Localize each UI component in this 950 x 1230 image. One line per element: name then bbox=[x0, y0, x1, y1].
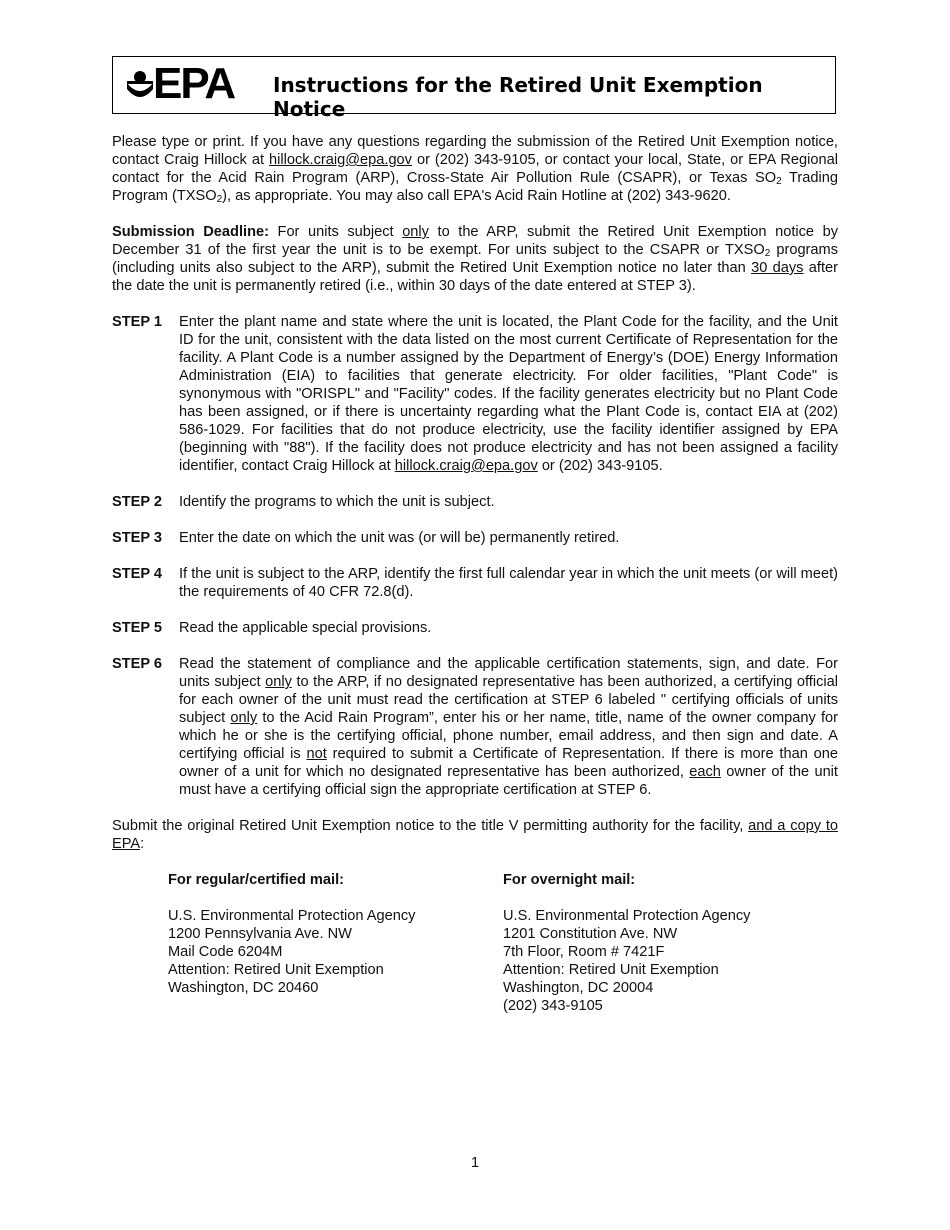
submit-paragraph: Submit the original Retired Unit Exemption notice to the title V permitting authority for the facility, and a copy to EPA: bbox=[112, 818, 838, 852]
address-line: Washington, DC 20460 bbox=[168, 980, 319, 996]
step-text: If the unit is subject to the ARP, identify the first full calendar year in which the unit meets (or will meet) the requirements of 40 CFR 72.8(d). bbox=[179, 566, 838, 600]
address-line: (202) 343-9105 bbox=[503, 998, 603, 1014]
step-1 bbox=[112, 313, 838, 475]
contact-email-link[interactable]: hillock.craig@epa.gov bbox=[268, 152, 412, 168]
step-text: Enter the date on which the unit was (or will be) permanently retired. bbox=[179, 530, 620, 546]
deadline-paragraph: Submission Deadline: For units subject only to the ARP, submit the Retired Unit Exemption notice by December 31 of the first year the unit is to be exempt. For units subject to the CSAPR or $TXSO_2$ programs (including units also subject to the ARP), submit the Retired Unit Exemption notice no later than 30 days after the date the unit is permanently retired (i.e., within 30 days of the date entered at STEP 3). bbox=[112, 224, 839, 294]
step-5 bbox=[112, 619, 838, 637]
step-label: STEP 5 bbox=[112, 620, 163, 636]
intro-paragraph: Please type or print. If you have any questions regarding the submission of the Retired Unit Exemption notice, contact Craig Hillock at hillock.craig@epa.gov or (202) 343-9105, or contact your local, State, or EPA Regional contact for the Acid Rain Program (ARP), Cross-State Air Pollution Rule (CSAPR), or Texas $SO_2$ Trading Program $(TXSO_2)$, as appropriate. You may also call EPA's Acid Rain Hotline at (202) 343-9620. bbox=[112, 134, 838, 205]
address-line: Attention: Retired Unit Exemption bbox=[168, 962, 384, 978]
page-number: 1 bbox=[470, 1155, 480, 1171]
address-line: Attention: Retired Unit Exemption bbox=[503, 962, 719, 978]
step-6 bbox=[112, 655, 838, 799]
regular-mail-address bbox=[168, 871, 503, 1015]
regular-mail-heading: For regular/certified mail: bbox=[168, 872, 344, 888]
address-line: Mail Code 6204M bbox=[168, 944, 283, 960]
page-title: Instructions for the Retired Unit Exemption Notice bbox=[273, 73, 763, 121]
address-line: Washington, DC 20004 bbox=[503, 980, 654, 996]
step-text: Read the applicable special provisions. bbox=[179, 620, 432, 636]
address-line: U.S. Environmental Protection Agency bbox=[503, 908, 751, 924]
deadline-label: Submission Deadline: bbox=[112, 224, 269, 240]
step-text: Identify the programs to which the unit is subject. bbox=[179, 494, 495, 510]
contact-email-link[interactable]: hillock.craig@epa.gov bbox=[394, 458, 538, 474]
step-text: Read the statement of compliance and the applicable certification statements, sign, and date. For units subject only to the ARP, if no designated representative has been authorized, a certifying official for each owner of the unit must read the certification at STEP 6 labeled " certifying officials of units subject only to the Acid Rain Program”, enter his or her name, title, name of the owner company for which he or she is the certifying official, phone number, email address, and then sign and date. A certifying official is not required to submit a Certificate of Representation. If there is more than one owner of a unit for which no designated representative has been authorized, each owner of the unit must have a certifying official sign the appropriate certification at STEP 6. bbox=[179, 656, 838, 798]
address-line: U.S. Environmental Protection Agency bbox=[168, 908, 416, 924]
epa-flower-icon bbox=[125, 69, 155, 105]
step-3 bbox=[112, 529, 838, 547]
epa-logo bbox=[125, 59, 247, 108]
step-label: STEP 2 bbox=[112, 494, 163, 510]
mailing-addresses bbox=[168, 871, 838, 1015]
header-box bbox=[112, 56, 836, 121]
epa-logo-text: EPA bbox=[153, 59, 235, 108]
step-label: STEP 3 bbox=[112, 530, 163, 546]
address-line: 7th Floor, Room # 7421F bbox=[503, 944, 665, 960]
address-line: 1200 Pennsylvania Ave. NW bbox=[168, 926, 352, 942]
step-label: STEP 6 bbox=[112, 656, 163, 672]
address-line: 1201 Constitution Ave. NW bbox=[503, 926, 678, 942]
instructions-body bbox=[112, 133, 838, 1015]
step-label: STEP 4 bbox=[112, 566, 163, 582]
step-2 bbox=[112, 493, 838, 511]
step-label: STEP 1 bbox=[112, 314, 163, 330]
overnight-mail-heading: For overnight mail: bbox=[503, 872, 636, 888]
step-text: Enter the plant name and state where the unit is located, the Plant Code for the facility, and the Unit ID for the unit, consistent with the data listed on the most current Certificate of Representation for the facility. A Plant Code is a number assigned by the Department of Energy’s (DOE) Energy Information Administration (EIA) to facilities that generate electricity. For older facilities, "Plant Code" is synonymous with "ORISPL" and "Facility" codes. If the facility generates electricity but no Plant Code has been assigned, or if there is uncertainty regarding what the Plant Code is, contact EIA at (202) 586-1029. For facilities that do not produce electricity, use the facility identifier assigned by EPA (beginning with "88"). If the facility does not produce electricity and has not been assigned a facility identifier, contact Craig Hillock at hillock.craig@epa.gov or (202) 343-9105. bbox=[179, 314, 838, 474]
step-4 bbox=[112, 565, 838, 601]
overnight-mail-address bbox=[503, 871, 838, 1015]
